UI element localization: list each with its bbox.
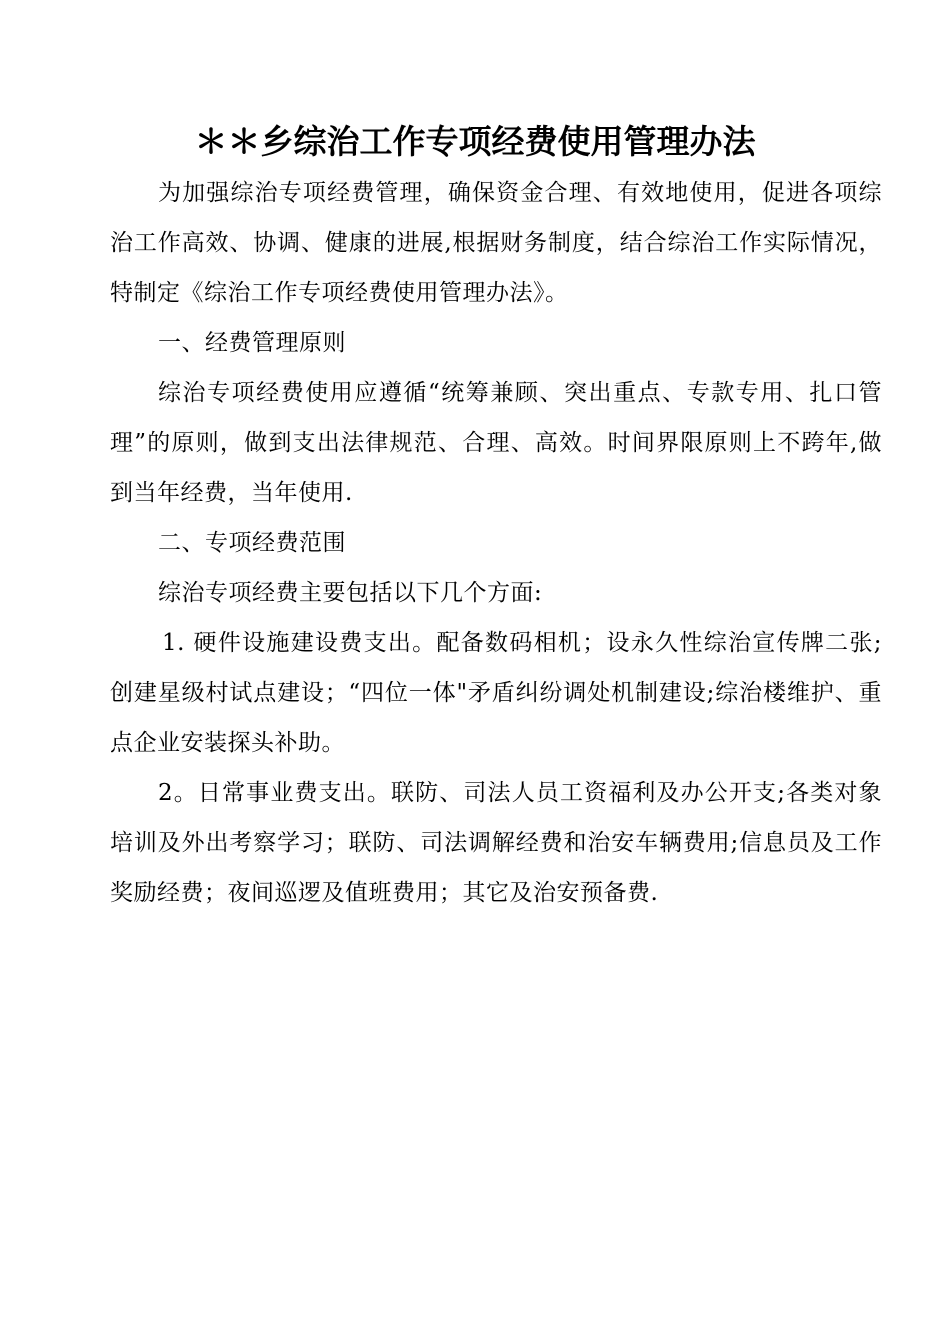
document-body — [110, 168, 882, 918]
document-title: ＊＊乡综治工作专项经费使用管理办法 — [194, 122, 756, 161]
scope-item-daily-expenses: 2。日常事业费支出。联防、司法人员工资福利及办公开支;各类对象培训及外出考察学习；联防、司法调解经费和治安车辆费用;信息员及工作奖励经费；夜间巡逻及值班费用；其它及治安预备费. — [110, 780, 882, 906]
section-heading-principles: 一、经费管理原则 — [158, 330, 346, 356]
scope-item-hardware: 1. 硬件设施建设费支出。配备数码相机；设永久性综治宣传牌二张;创建星级村试点建设；“四位一体"矛盾纠纷调处机制建设;综治楼维护、重点企业安装探头补助。 — [110, 630, 882, 756]
section-heading-scope: 二、专项经费范围 — [158, 530, 346, 556]
scope-intro-paragraph: 综治专项经费主要包括以下几个方面: — [158, 580, 543, 606]
principles-paragraph: 综治专项经费使用应遵循“统筹兼顾、突出重点、专款专用、扎口管理”的原则，做到支出法律规范、合理、高效。时间界限原则上不跨年,做到当年经费，当年使用. — [110, 380, 882, 506]
intro-paragraph: 为加强综治专项经费管理，确保资金合理、有效地使用，促进各项综治工作高效、协调、健康的进展,根据财务制度，结合综治工作实际情况，特制定《综治工作专项经费使用管理办法》。 — [110, 180, 882, 306]
